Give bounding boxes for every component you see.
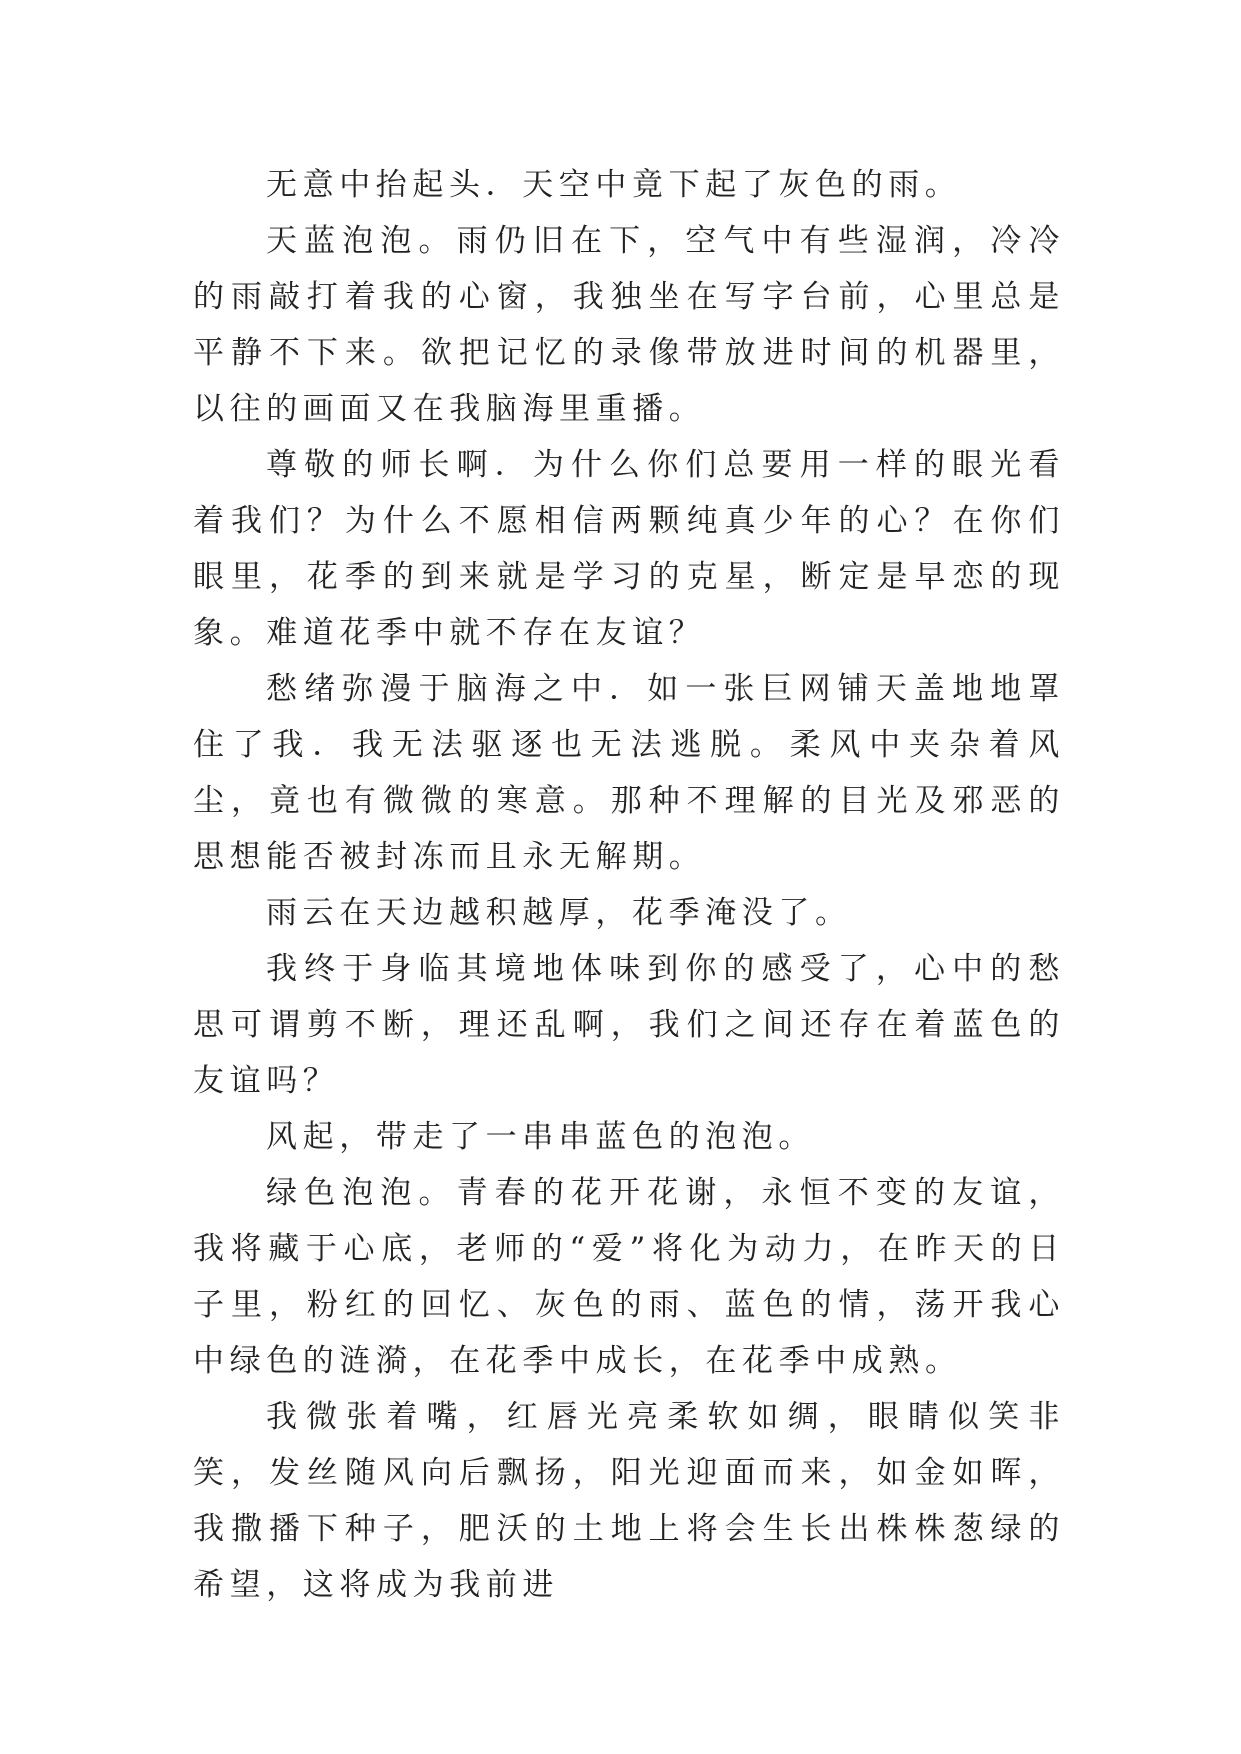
paragraph-1: 无意中抬起头．天空中竟下起了灰色的雨。 (266, 167, 962, 203)
paragraph-3: 尊敬的师长啊．为什么你们总要用一样的眼光看着我们？为什么不愿相信两颗纯真少年的心？在你们眼里，花季的到来就是学习的克星，断定是早恋的现象。难道花季中就不存在友谊？ (193, 447, 1065, 651)
paragraph-2: 天蓝泡泡。雨仍旧在下，空气中有些湿润，冷冷的雨敲打着我的心窗，我独坐在写字台前，心里总是平静不下来。欲把记忆的录像带放进时间的机器里，以往的画面又在我脑海里重播。 (193, 223, 1065, 427)
paragraph-8: 绿色泡泡。青春的花开花谢，永恒不变的友谊，我将藏于心底，老师的“爱”将化为动力，在昨天的日子里，粉红的回忆、灰色的雨、蓝色的情，荡开我心中绿色的涟漪，在花季中成长，在花季中成熟。 (193, 1175, 1065, 1379)
document-body (193, 157, 1065, 1613)
paragraph-7: 风起，带走了一串串蓝色的泡泡。 (266, 1119, 815, 1155)
paragraph-6: 我终于身临其境地体味到你的感受了，心中的愁思可谓剪不断，理还乱啊，我们之间还存在着蓝色的友谊吗？ (193, 951, 1065, 1099)
paragraph-9: 我微张着嘴，红唇光亮柔软如绸，眼睛似笑非笑，发丝随风向后飘扬，阳光迎面而来，如金如晖，我撒播下种子，肥沃的土地上将会生长出株株葱绿的希望，这将成为我前进 (193, 1399, 1065, 1603)
paragraph-4: 愁绪弥漫于脑海之中．如一张巨网铺天盖地地罩住了我．我无法驱逐也无法逃脱。柔风中夹杂着风尘，竟也有微微的寒意。那种不理解的目光及邪恶的思想能否被封冻而且永无解期。 (193, 671, 1065, 875)
paragraph-5: 雨云在天边越积越厚，花季淹没了。 (266, 895, 852, 931)
